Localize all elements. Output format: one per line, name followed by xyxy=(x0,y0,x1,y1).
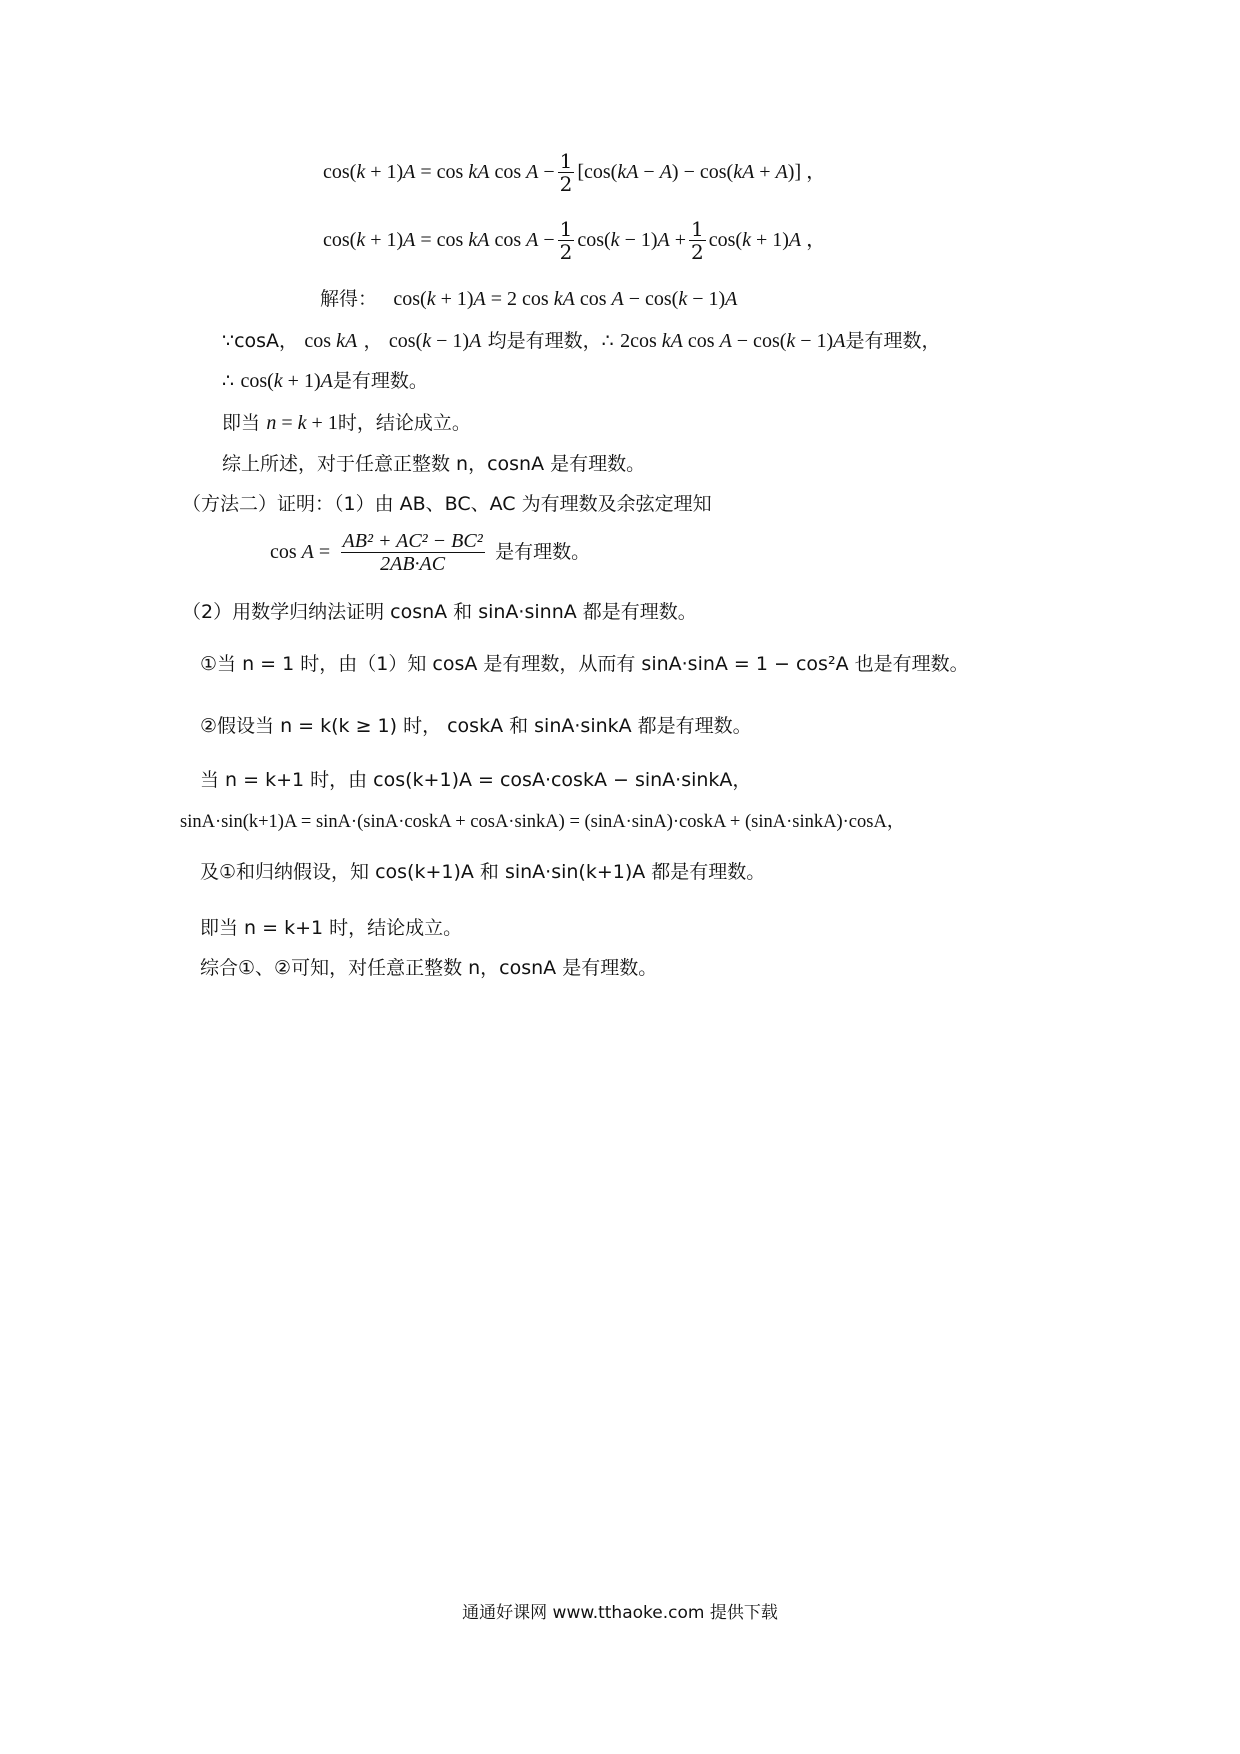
cosine-law-tail: 是有理数。 xyxy=(495,541,591,563)
page-footer: 通通好课网 www.tthaoke.com 提供下载 xyxy=(462,1603,778,1623)
hypothesis-line: ②假设当 n = k(k ≥ 1) 时， coskA 和 sinA·sinkA 都是有理数。 xyxy=(200,715,752,737)
cosine-law-equation: cos A = $\frac{\text{AB² + AC² − BC²}}{2AB\cdot AC}$ 是有理数。 xyxy=(270,530,591,575)
base-case-line: ①当 n = 1 时，由（1）知 cosA 是有理数，从而有 sinA·sinA = 1 − cos²A 也是有理数。 xyxy=(200,653,969,675)
text-line-5: ∴ cos(k + 1)A是有理数。 xyxy=(222,370,428,392)
induction-step-line: 当 n = k+1 时，由 cos(k+1)A = cosA·coskA − sinA·sinkA， xyxy=(200,769,752,791)
equation-line-3: 解得： cos(k + 1)A = 2 cos kA cos A − cos(k − 1)A xyxy=(320,288,738,310)
n-equals-k-plus-1-line: 即当 n = k+1 时，结论成立。 xyxy=(200,917,463,939)
text-line-7: 综上所述，对于任意正整数 n，cosnA 是有理数。 xyxy=(222,453,646,475)
method-two-heading: （方法二）证明：（1）由 AB、BC、AC 为有理数及余弦定理知 xyxy=(182,493,712,515)
induction-heading: （2）用数学归纳法证明 cosnA 和 sinA·sinnA 都是有理数。 xyxy=(182,601,697,623)
final-conclusion-line: 综合①、②可知，对任意正整数 n，cosnA 是有理数。 xyxy=(200,957,658,979)
text-line-6: 即当 n = k + 1时，结论成立。 xyxy=(222,412,471,434)
cosine-law-denominator: 2AB·AC xyxy=(380,553,446,575)
equation-line-2: cos(k + 1)A = cos kA cos A − $\frac{1}{2}$ cos(k − 1)A + $\frac{1}{2}$ cos(k + 1)A ， xyxy=(323,217,827,264)
conclusion-step-line: 及①和归纳假设，知 cos(k+1)A 和 sinA·sin(k+1)A 都是有理数。 xyxy=(200,861,766,883)
solve-label: 解得： xyxy=(320,288,378,310)
cosine-law-numerator: AB² + AC² − BC² xyxy=(342,530,483,552)
text-line-4: ∵cosA， cos kA ， cos(k − 1)A 均是有理数，∴ 2cos kA cos A − cos(k − 1)A是有理数， xyxy=(222,330,941,352)
equation-line-1: cos(k + 1)A = cos kA cos A − $\frac{1}{2}$ [cos(kA − A) − cos(kA + A)] ， xyxy=(323,149,827,196)
sine-product-expansion: sinA·sin(k+1)A = sinA·(sinA·coskA + cosA·sinkA) = (sinA·sinA)·coskA + (sinA·sinkA)·cosA， xyxy=(180,812,906,832)
